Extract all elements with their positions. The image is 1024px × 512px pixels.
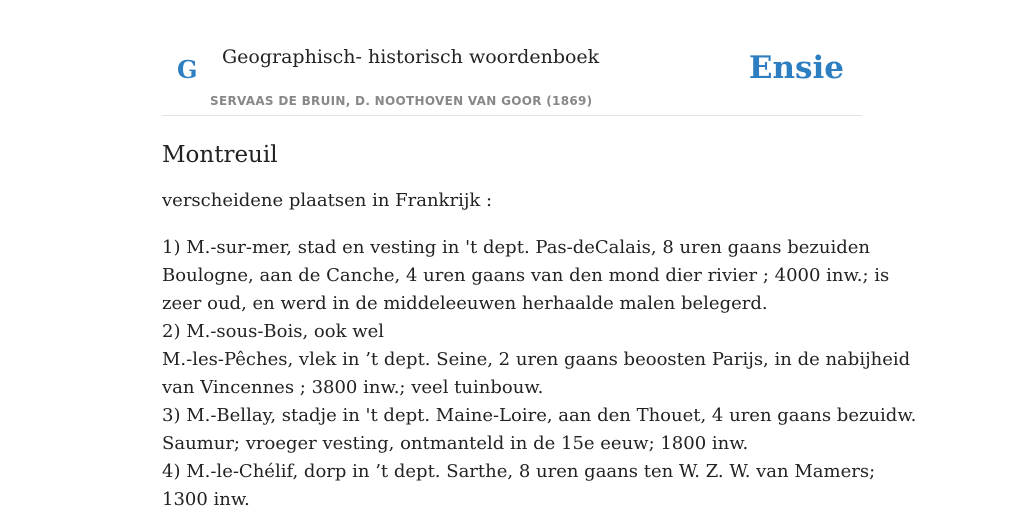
- page-header: [162, 0, 862, 116]
- book-logo-icon[interactable]: G: [177, 55, 198, 84]
- book-authors: SERVAAS DE BRUIN, D. NOOTHOVEN VAN GOOR (1869): [210, 94, 593, 108]
- article-intro: verscheidene plaatsen in Frankrijk :: [162, 190, 493, 211]
- article-line: Saumur; vroeger vesting, ontmanteld in de 15e eeuw; 1800 inw.: [162, 433, 749, 454]
- article-line: 1300 inw.: [162, 489, 250, 510]
- article-line: zeer oud, en werd in de middeleeuwen herhaalde malen belegerd.: [162, 293, 768, 314]
- article-line: Boulogne, aan de Canche, 4 uren gaans van den mond dier rivier ; 4000 inw.; is: [162, 265, 890, 286]
- book-title-link[interactable]: Geographisch- historisch woordenboek: [222, 46, 600, 68]
- article: [162, 138, 917, 512]
- article-line: van Vincennes ; 3800 inw.; veel tuinbouw.: [162, 377, 544, 398]
- ensie-logo-link[interactable]: Ensie: [748, 50, 844, 86]
- article-line: 4) M.-le-Chélif, dorp in ’t dept. Sarthe, 8 uren gaans ten W. Z. W. van Mamers;: [162, 461, 876, 482]
- article-headword: Montreuil: [162, 142, 278, 168]
- article-line: 1) M.-sur-mer, stad en vesting in 't dept. Pas-deCalais, 8 uren gaans bezuiden: [162, 237, 870, 258]
- article-line: 3) M.-Bellay, stadje in 't dept. Maine-Loire, aan den Thouet, 4 uren gaans bezuidw.: [162, 405, 917, 426]
- article-body: [162, 234, 917, 512]
- article-line: 2) M.-sous-Bois, ook wel: [162, 321, 385, 342]
- article-line: M.-les-Pêches, vlek in ’t dept. Seine, 2 uren gaans beoosten Parijs, in de nabijheid: [162, 349, 911, 370]
